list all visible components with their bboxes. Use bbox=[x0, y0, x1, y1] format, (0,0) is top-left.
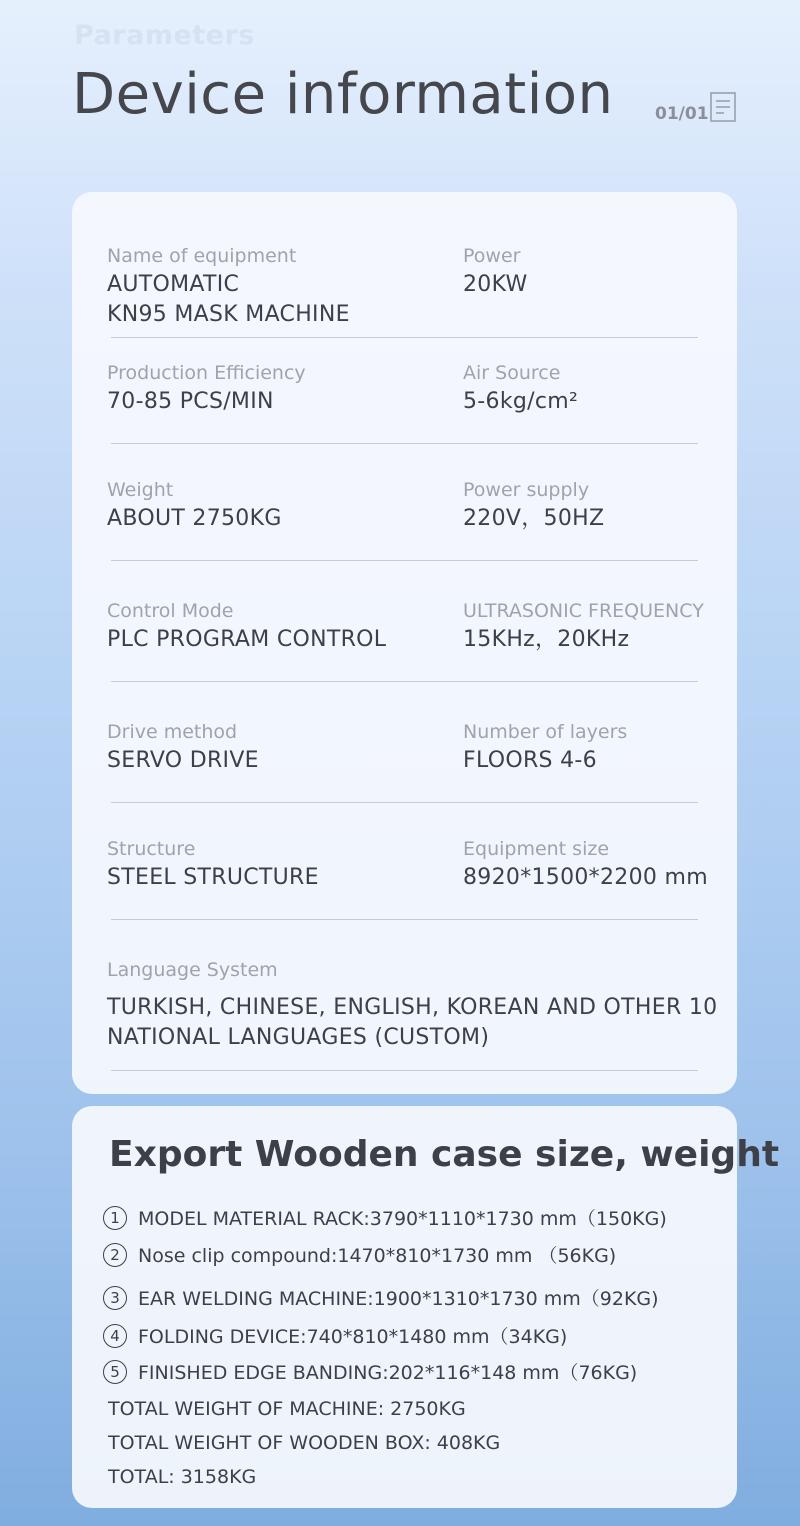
spec-production-efficiency bbox=[107, 362, 306, 417]
spec-value: 20KW bbox=[463, 272, 528, 297]
spec-label: Power supply bbox=[463, 479, 590, 501]
spec-label: Control Mode bbox=[107, 600, 234, 622]
export-item bbox=[103, 1241, 616, 1269]
spec-value: 8920*1500*2200 mm bbox=[463, 865, 708, 890]
spec-structure bbox=[107, 838, 319, 893]
export-section-title: Export Wooden case size, weight bbox=[109, 1134, 780, 1175]
device-parameters-card bbox=[72, 192, 737, 1094]
spec-air-source bbox=[463, 362, 578, 417]
spec-label: Power bbox=[463, 245, 521, 267]
row-divider bbox=[111, 919, 698, 920]
export-item-text: EAR WELDING MACHINE:1900*1310*1730 mm（92KG) bbox=[138, 1288, 659, 1310]
item-number-badge: 5 bbox=[103, 1360, 127, 1384]
export-item-text: MODEL MATERIAL RACK:3790*1110*1730 mm（150KG) bbox=[138, 1208, 667, 1230]
spec-equipment-size bbox=[463, 838, 708, 893]
spec-value: SERVO DRIVE bbox=[107, 748, 259, 773]
row-divider bbox=[111, 681, 698, 682]
spec-label: ULTRASONIC FREQUENCY bbox=[463, 600, 704, 622]
row-divider bbox=[111, 443, 698, 444]
spec-value: ABOUT 2750KG bbox=[107, 506, 282, 531]
spec-control-mode bbox=[107, 600, 386, 655]
spec-label: Equipment size bbox=[463, 838, 610, 860]
export-item bbox=[103, 1204, 667, 1232]
spec-label: Drive method bbox=[107, 721, 238, 743]
spec-language-system bbox=[107, 959, 717, 1053]
spec-label: Number of layers bbox=[463, 721, 628, 743]
spec-value: 5-6kg/cm² bbox=[463, 389, 579, 414]
export-item bbox=[103, 1358, 637, 1386]
export-item-text: FOLDING DEVICE:740*810*1480 mm（34KG) bbox=[138, 1326, 568, 1348]
item-number-badge: 4 bbox=[103, 1324, 127, 1348]
spec-power-supply bbox=[463, 479, 604, 534]
row-divider bbox=[111, 1070, 698, 1071]
total-weight: TOTAL: 3158KG bbox=[108, 1466, 257, 1488]
spec-value: FLOORS 4-6 bbox=[463, 748, 597, 773]
item-number-badge: 1 bbox=[103, 1206, 127, 1230]
spec-value: TURKISH, CHINESE, ENGLISH, KOREAN AND OTHER 10 NATIONAL LANGUAGES (CUSTOM) bbox=[107, 995, 718, 1050]
parameters-eyebrow: Parameters bbox=[74, 20, 255, 51]
document-icon bbox=[710, 92, 736, 122]
spec-value: AUTOMATIC KN95 MASK MACHINE bbox=[107, 272, 350, 327]
export-item bbox=[103, 1322, 567, 1350]
export-wooden-case-card bbox=[72, 1106, 780, 1508]
spec-value: PLC PROGRAM CONTROL bbox=[107, 627, 387, 652]
spec-label: Structure bbox=[107, 838, 196, 860]
row-divider bbox=[111, 802, 698, 803]
export-item-text: Nose clip compound:1470*810*1730 mm （56KG) bbox=[138, 1245, 617, 1267]
spec-power bbox=[463, 245, 528, 300]
total-wooden-box-weight: TOTAL WEIGHT OF WOODEN BOX: 408KG bbox=[108, 1432, 501, 1454]
spec-label: Weight bbox=[107, 479, 174, 501]
export-item bbox=[103, 1284, 659, 1312]
spec-label: Language System bbox=[107, 959, 278, 981]
row-divider bbox=[111, 560, 698, 561]
spec-ultrasonic-frequency bbox=[463, 600, 704, 655]
spec-label: Production Efficiency bbox=[107, 362, 306, 384]
spec-weight bbox=[107, 479, 282, 534]
spec-value: 15KHz，20KHz bbox=[463, 627, 630, 652]
export-item-text: FINISHED EDGE BANDING:202*116*148 mm（76KG) bbox=[138, 1362, 638, 1384]
spec-name-of-equipment bbox=[107, 245, 350, 330]
spec-label: Name of equipment bbox=[107, 245, 297, 267]
row-divider bbox=[111, 337, 698, 338]
spec-value: STEEL STRUCTURE bbox=[107, 865, 319, 890]
spec-drive-method bbox=[107, 721, 259, 776]
spec-number-of-layers bbox=[463, 721, 627, 776]
total-machine-weight: TOTAL WEIGHT OF MACHINE: 2750KG bbox=[108, 1398, 466, 1420]
item-number-badge: 2 bbox=[103, 1243, 127, 1267]
item-number-badge: 3 bbox=[103, 1286, 127, 1310]
page-counter: 01/01 bbox=[655, 104, 709, 124]
page-title: Device information bbox=[72, 62, 614, 127]
spec-value: 220V，50HZ bbox=[463, 506, 605, 531]
spec-label: Air Source bbox=[463, 362, 561, 384]
spec-value: 70-85 PCS/MIN bbox=[107, 389, 274, 414]
